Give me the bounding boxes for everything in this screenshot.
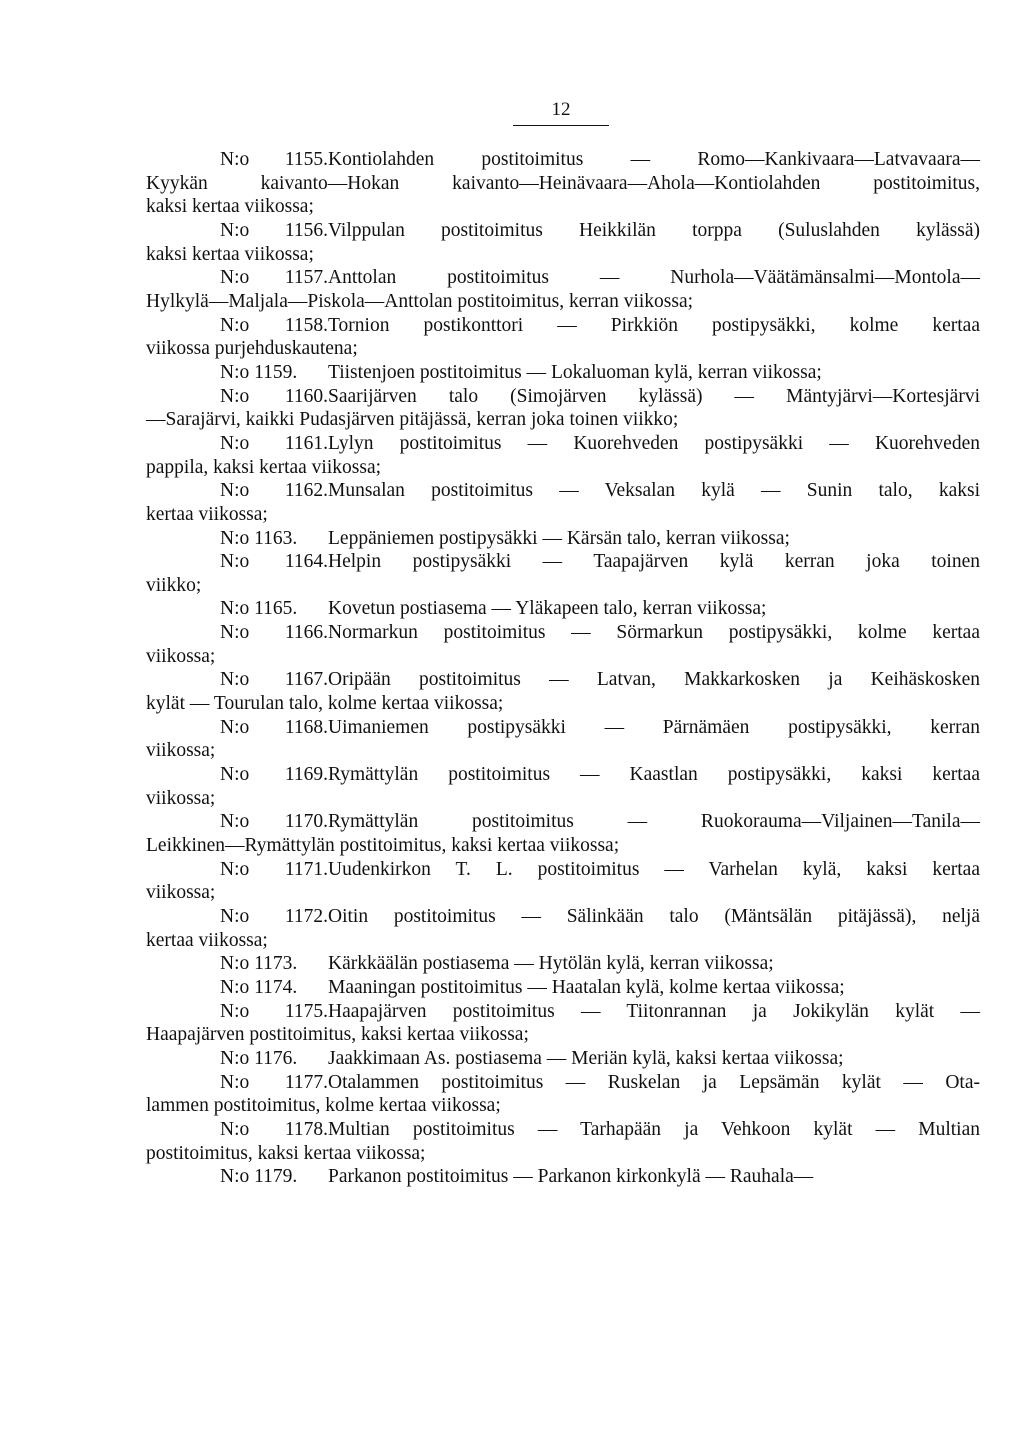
- entry-text: Uimaniemen postipysäkki — Pärnämäen postipysäkki, kerran: [328, 716, 980, 738]
- entry-line: Kyykän kaivanto—Hokan kaivanto—Heinävaara—Ahola—Kontiolahden postitoimitus,: [146, 172, 980, 194]
- entry-text: Multian postitoimitus — Tarhapään ja Vehkoon kylät — Multian: [328, 1118, 980, 1140]
- entry-number: N:o 1162.: [220, 480, 328, 502]
- entry-number: N:o 1155.: [220, 149, 328, 170]
- entry-line: [146, 716, 980, 740]
- entry-line: viikossa;: [146, 787, 216, 809]
- entry-number: N:o 1168.: [220, 716, 328, 738]
- entry-number: N:o 1177.: [220, 1071, 328, 1093]
- entry-line: [146, 905, 980, 929]
- entry: [146, 716, 980, 763]
- entry-line: [146, 432, 980, 456]
- entry-number: N:o 1157.: [220, 267, 328, 289]
- entry-text: Maaningan postitoimitus — Haatalan kylä, kolme kertaa viikossa;: [328, 976, 845, 998]
- entry-line: [146, 1000, 980, 1024]
- entry-text: Tiistenjoen postitoimitus — Lokaluoman kylä, kerran viikossa;: [328, 361, 822, 383]
- entry: [146, 1047, 980, 1071]
- entry-line: [146, 858, 980, 882]
- entry-text: Kontiolahden postitoimitus — Romo—Kankivaara—Latvavaara—: [328, 149, 980, 170]
- entry: [146, 148, 980, 219]
- entry-line: [146, 1071, 980, 1095]
- entry: [146, 763, 980, 810]
- entry-number: N:o 1179.: [220, 1166, 298, 1188]
- entry-line: lammen postitoimitus, kolme kertaa viikossa;: [146, 1095, 501, 1117]
- entry-line: pappila, kaksi kertaa viikossa;: [146, 456, 382, 478]
- entry-text: Oitin postitoimitus — Sälinkään talo (Mäntsälän pitäjässä), neljä: [328, 906, 980, 927]
- entry-number: N:o 1164.: [220, 551, 328, 573]
- entry-line: [146, 385, 980, 409]
- entry-line: viikossa;: [146, 645, 216, 667]
- entry-number: N:o 1159.: [220, 361, 298, 383]
- entry: [146, 597, 980, 621]
- entry-text: Oripään postitoimitus — Latvan, Makkarkosken ja Keihäskosken: [328, 669, 980, 691]
- entry-number: N:o 1169.: [220, 764, 328, 786]
- entry-text: Parkanon postitoimitus — Parkanon kirkonkylä — Rauhala—: [328, 1166, 814, 1188]
- entry-line: [146, 597, 980, 621]
- entry-text: Haapajärven postitoimitus — Tiitonrannan ja Jokikylän kylät —: [328, 1000, 980, 1022]
- entry-line: [146, 1165, 980, 1189]
- entry-line: Leikkinen—Rymättylän postitoimitus, kaksi kertaa viikossa;: [146, 835, 620, 857]
- entry-text: Leppäniemen postipysäkki — Kärsän talo, kerran viikossa;: [328, 527, 790, 549]
- entry-text: Otalammen postitoimitus — Ruskelan ja Lepsämän kylät — Ota-: [328, 1071, 980, 1093]
- entry-number: N:o 1156.: [220, 219, 328, 241]
- entry-line: [146, 1118, 980, 1142]
- entry: [146, 621, 980, 668]
- entry: [146, 550, 980, 597]
- entry-line: —Sarajärvi, kaikki Pudasjärven pitäjässä, kerran joka toinen viikko;: [146, 409, 679, 431]
- entry-line: kertaa viikossa;: [146, 929, 268, 951]
- entry-text: Tornion postikonttori — Pirkkiön postipysäkki, kolme kertaa: [328, 314, 980, 336]
- entry: [146, 952, 980, 976]
- entry-line: [146, 219, 980, 243]
- entry-text: Lylyn postitoimitus — Kuorehveden postipysäkki — Kuorehveden: [328, 432, 980, 454]
- entry: [146, 266, 980, 313]
- entry-number: N:o 1171.: [220, 858, 328, 880]
- entry-number: N:o 1170.: [220, 811, 328, 833]
- entry: [146, 1071, 980, 1118]
- entry: [146, 432, 980, 479]
- entry: [146, 385, 980, 432]
- entry-line: kaksi kertaa viikossa;: [146, 243, 314, 265]
- entry-line: [146, 1047, 980, 1071]
- entry-line: kertaa viikossa;: [146, 503, 268, 525]
- entry-line: Haapajärven postitoimitus, kaksi kertaa viikossa;: [146, 1024, 529, 1046]
- entry-line: [146, 361, 980, 385]
- entry-line: [146, 763, 980, 787]
- entry: [146, 479, 980, 526]
- entry-number: N:o 1172.: [220, 906, 328, 927]
- entry-number: N:o 1167.: [220, 669, 328, 691]
- entry: [146, 1000, 980, 1047]
- entry-number: N:o 1174.: [220, 976, 298, 998]
- entry-line: [146, 527, 980, 551]
- entry: [146, 858, 980, 905]
- page-number: 12: [513, 100, 609, 126]
- entry: [146, 1165, 980, 1189]
- entry-number: N:o 1158.: [220, 314, 328, 336]
- entry-line: [146, 668, 980, 692]
- entry-number: N:o 1165.: [220, 598, 298, 620]
- entry-line: [146, 550, 980, 574]
- entry-number: N:o 1173.: [220, 953, 298, 975]
- entry-line: [146, 266, 980, 290]
- entry-text: Jaakkimaan As. postiasema — Meriän kylä, kaksi kertaa viikossa;: [328, 1047, 844, 1069]
- entry: [146, 905, 980, 952]
- entry-number: N:o 1178.: [220, 1118, 328, 1140]
- entry-number: N:o 1175.: [220, 1000, 328, 1022]
- entry-text: Anttolan postitoimitus — Nurhola—Väätämänsalmi—Montola—: [328, 267, 980, 289]
- entry-text: Normarkun postitoimitus — Sörmarkun postipysäkki, kolme kertaa: [328, 622, 980, 644]
- entry-line: [146, 314, 980, 338]
- entry-line: kaksi kertaa viikossa;: [146, 196, 314, 218]
- entry: [146, 527, 980, 551]
- entry-text: Munsalan postitoimitus — Veksalan kylä — Sunin talo, kaksi: [328, 480, 980, 502]
- entry-text: Rymättylän postitoimitus — Kaastlan postipysäkki, kaksi kertaa: [328, 764, 980, 786]
- entry: [146, 219, 980, 266]
- entry-line: [146, 621, 980, 645]
- entry-text: Saarijärven talo (Simojärven kylässä) — Mäntyjärvi—Kortesjärvi: [328, 385, 980, 407]
- entry-line: [146, 479, 980, 503]
- entry-line: viikko;: [146, 574, 202, 596]
- entry-number: N:o 1163.: [220, 527, 298, 549]
- entry-line: viikossa purjehduskautena;: [146, 338, 358, 360]
- entry: [146, 314, 980, 361]
- entry: [146, 668, 980, 715]
- entry-text: Vilppulan postitoimitus Heikkilän torppa (Suluslahden kylässä): [328, 219, 980, 241]
- entry-text: Helpin postipysäkki — Taapajärven kylä kerran joka toinen: [328, 551, 980, 573]
- entry-line: postitoimitus, kaksi kertaa viikossa;: [146, 1142, 426, 1164]
- entry: [146, 810, 980, 857]
- entry: [146, 1118, 980, 1165]
- entry-line: [146, 148, 980, 172]
- entry-line: viikossa;: [146, 882, 216, 904]
- entry-line: kylät — Tourulan talo, kolme kertaa viikossa;: [146, 693, 504, 715]
- entry-text: Uudenkirkon T. L. postitoimitus — Varhelan kylä, kaksi kertaa: [328, 858, 980, 880]
- entry: [146, 361, 980, 385]
- entry-line: [146, 952, 980, 976]
- entry-number: N:o 1166.: [220, 622, 328, 644]
- entry-line: [146, 976, 980, 1000]
- entry-number: N:o 1160.: [220, 385, 328, 407]
- entry: [146, 976, 980, 1000]
- entry-text: Kärkkäälän postiasema — Hytölän kylä, kerran viikossa;: [328, 953, 774, 975]
- entry-line: [146, 810, 980, 834]
- entry-number: N:o 1161.: [220, 432, 328, 454]
- entry-line: viikossa;: [146, 740, 216, 762]
- entry-number: N:o 1176.: [220, 1047, 298, 1069]
- entry-text: Kovetun postiasema — Yläkapeen talo, kerran viikossa;: [328, 598, 767, 620]
- entry-text: Rymättylän postitoimitus — Ruokorauma—Viljainen—Tanila—: [328, 811, 980, 833]
- entry-list: [146, 148, 980, 1189]
- entry-line: Hylkylä—Maljala—Piskola—Anttolan postitoimitus, kerran viikossa;: [146, 290, 694, 312]
